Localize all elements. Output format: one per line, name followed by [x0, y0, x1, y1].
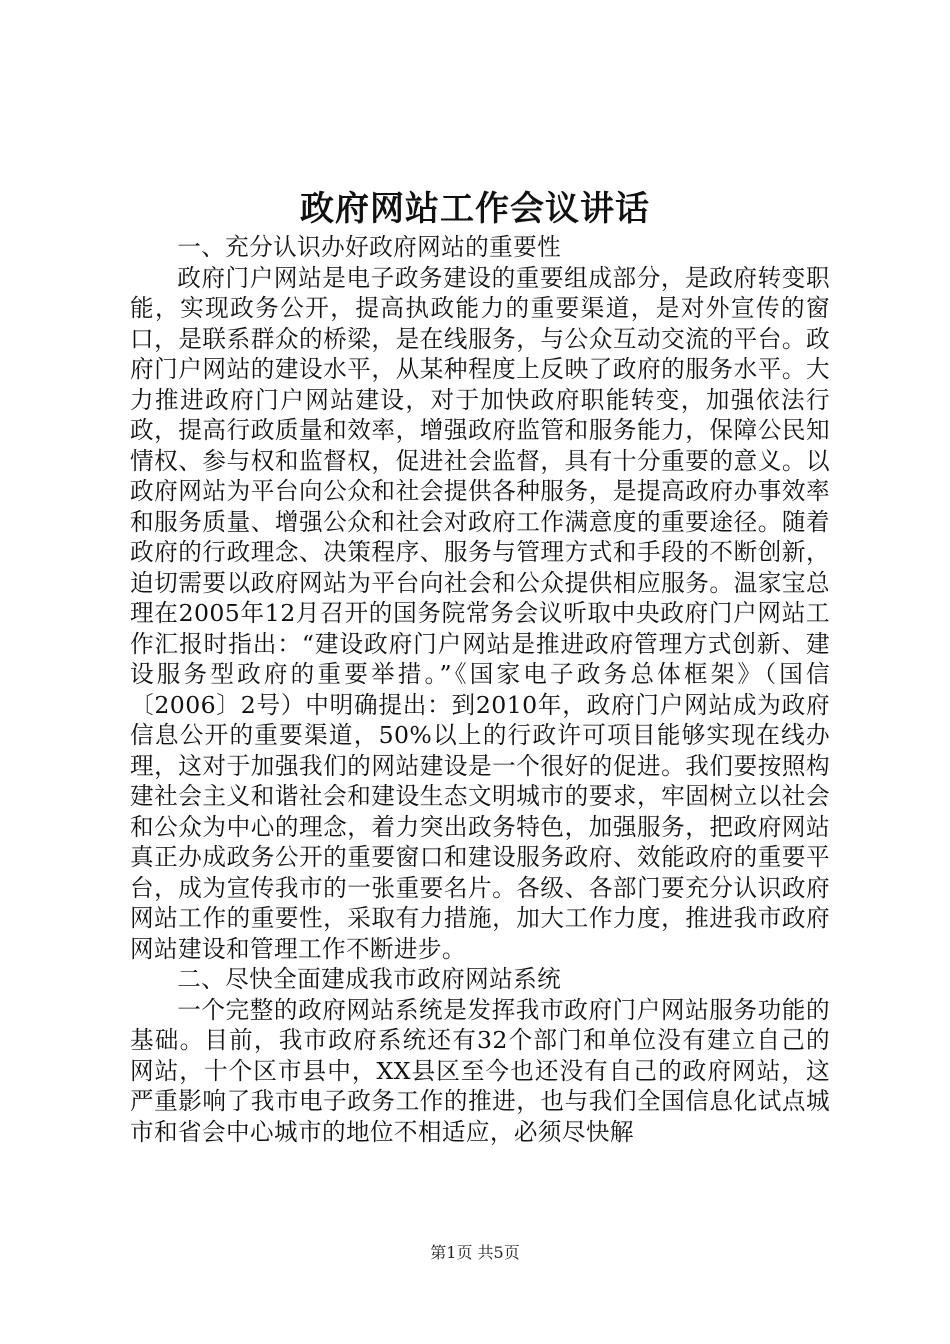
paragraph-1: 政府门户网站是电子政务建设的重要组成部分，是政府转变职能，实现政务公开，提高执政能力的重要渠道，是对外宣传的窗口，是联系群众的桥梁，是在线服务，与公众互动交流的平台。政府门户网站的建设水平，从某种程度上反映了政府的服务水平。大力推进政府门户网站建设，对于加快政府职能转变，加强依法行政，提高行政质量和效率，增强政府监管和服务能力，保障公民知情权、参与权和监督权，促进社会监督，具有十分重要的意义。以政府网站为平台向公众和社会提供各种服务，是提高政府办事效率和服务质量、增强公众和社会对政府工作满意度的重要途径。随着政府的行政理念、决策程序、服务与管理方式和手段的不断创新，迫切需要以政府网站为平台向社会和公众提供相应服务。温家宝总理在2005年12月召开的国务院常务会议听取中央政府门户网站工作汇报时指出：“建设政府门户网站是推进政府管理方式创新、建设服务型政府的重要举措。”《国家电子政务总体框架》（国信〔2006〕2号）中明确提出：到2010年，政府门户网站成为政府信息公开的重要渠道，50%以上的行政许可项目能够实现在线办理，这对于加强我们的网站建设是一个很好的促进。我们要按照构建社会主义和谐社会和建设生态文明城市的要求，牢固树立以社会和公众为中心的理念，着力突出政务特色，加强服务，把政府网站真正办成政务公开的重要窗口和建设服务政府、效能政府的重要平台，成为宣传我市的一张重要名片。各级、各部门要充分认识政府网站工作的重要性，采取有力措施，加大工作力度，推进我市政府网站建设和管理工作不断进步。 [130, 263, 830, 963]
section-heading-2: 二、尽快全面建成我市政府网站系统 [177, 965, 562, 993]
section-heading-1: 一、充分认识办好政府网站的重要性 [177, 233, 562, 261]
paragraph-2: 一个完整的政府网站系统是发挥我市政府门户网站服务功能的基础。目前，我市政府系统还有32个部门和单位没有建立自己的网站，十个区市县中，XX县区至今也还没有自己的政府网站，这严重影响了我市电子政务工作的推进，也与我们全国信息化试点城市和省会中心城市的地位不相适应，必须尽快解 [130, 995, 830, 1146]
document-title: 政府网站工作会议讲话 [300, 189, 650, 229]
document-body [130, 232, 830, 1147]
page-footer: 第1页 共5页 [430, 1243, 520, 1262]
